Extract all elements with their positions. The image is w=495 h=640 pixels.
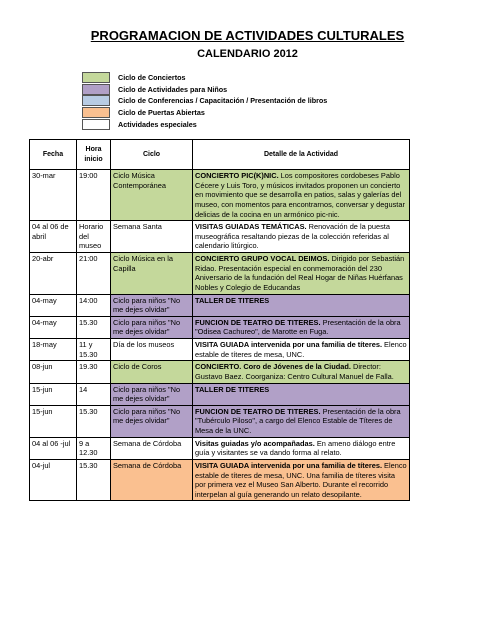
detail-title: Visitas guiadas y/o acompañadas. (195, 438, 315, 448)
legend-item (82, 72, 327, 84)
cell-ciclo: Ciclo para niños "No me dejes olvidar" (111, 383, 193, 405)
header-fecha: Fecha (30, 140, 77, 170)
detail-title: FUNCION DE TEATRO DE TITERES. (195, 317, 321, 327)
legend-swatch (82, 72, 110, 83)
cell-hora: 9 a 12.30 (77, 437, 111, 459)
cell-hora: 19:00 (77, 170, 111, 221)
cell-detalle (193, 339, 410, 361)
cell-fecha: 04-may (30, 316, 77, 338)
cell-fecha: 30-mar (30, 170, 77, 221)
cell-detalle (193, 437, 410, 459)
cell-detalle (193, 383, 410, 405)
cell-detalle (193, 221, 410, 253)
table-row (30, 361, 410, 383)
cell-fecha: 04 al 06 -jul (30, 437, 77, 459)
detail-title: CONCIERTO GRUPO VOCAL DEIMOS. (195, 254, 330, 263)
detail-title: FUNCION DE TEATRO DE TITERES. (195, 406, 321, 416)
cell-hora: 11 y 15.30 (77, 339, 111, 361)
cell-ciclo: Semana de Córdoba (111, 459, 193, 501)
legend-item (82, 107, 327, 119)
cell-detalle (193, 294, 410, 316)
cell-ciclo: Ciclo Música Contemporánea (111, 170, 193, 221)
legend-item (82, 84, 327, 96)
legend-item (82, 95, 327, 107)
detail-text: En ameno diálogo entre guía y visitantes se va dando forma al relato. (195, 438, 396, 458)
cell-detalle (193, 405, 410, 437)
table-row (30, 339, 410, 361)
table-header-row (30, 140, 410, 170)
detail-text: Director: Gustavo Baez. Coorganiza: Centro Cultural Manuel de Falla. (195, 362, 394, 381)
legend-swatch (82, 119, 110, 130)
cell-hora: 14:00 (77, 294, 111, 316)
detail-text: Presentación de la obra "Odisea Cachureo", de Marotte en Fuga. (195, 317, 401, 337)
cell-detalle (193, 253, 410, 295)
header-hora: Hora inicio (77, 140, 111, 170)
cell-fecha: 04-may (30, 294, 77, 316)
table-row (30, 383, 410, 405)
detail-text: Los compositores cordobeses Pablo Cécere y Luis Toro, y músicos invitados proponen un concierto en movimiento que se desarrolla en patios, salas y galerías del museo, con momentos para encontrarnos, conversar y degustar delicias de la cocina en un armónico pic-nic. (195, 171, 405, 219)
page-subtitle: CALENDARIO 2012 (197, 48, 298, 60)
cell-detalle (193, 170, 410, 221)
cell-fecha: 04 al 06 de abril (30, 221, 77, 253)
cell-hora: 19.30 (77, 361, 111, 383)
cell-detalle (193, 316, 410, 338)
header-ciclo: Ciclo (111, 140, 193, 170)
legend-label: Ciclo de Conciertos (118, 73, 186, 83)
header-detalle: Detalle de la Actividad (193, 140, 410, 170)
cell-detalle (193, 459, 410, 501)
detail-title: VISITA GUIADA intervenida por una familia de títeres. (195, 340, 382, 349)
cell-ciclo: Ciclo Música en la Capilla (111, 253, 193, 295)
cell-fecha: 08-jun (30, 361, 77, 383)
detail-title: TALLER DE TITERES (195, 295, 270, 305)
detail-title: CONCIERTO. Coro de Jóvenes de la Ciudad. (195, 362, 351, 372)
detail-title: CONCIERTO PIC(K)NIC. (195, 171, 279, 180)
table-row (30, 170, 410, 221)
cell-fecha: 04-jul (30, 459, 77, 501)
table-row (30, 294, 410, 316)
detail-text: Dirigido por Sebastián Ridao. Presentación especial en conmemoración del 230 Aniversario de la fundación del Real Hogar de Niñas Huérfanas Nobles y Colegio de Educandas (195, 254, 405, 292)
table-row (30, 459, 410, 501)
cell-fecha: 18-may (30, 339, 77, 361)
legend-label: Ciclo de Puertas Abiertas (118, 108, 205, 118)
cell-ciclo: Semana de Córdoba (111, 437, 193, 459)
legend-label: Actividades especiales (118, 119, 197, 129)
cell-hora: 14 (77, 383, 111, 405)
detail-text: Renovación de la puesta museográfica resaltando piezas de la colección referidas al calendario litúrgico. (195, 222, 390, 251)
cell-fecha: 20-abr (30, 253, 77, 295)
cell-detalle (193, 361, 410, 383)
legend-swatch (82, 107, 110, 118)
table-row (30, 316, 410, 338)
legend-swatch (82, 95, 110, 106)
legend-label: Ciclo de Conferencias / Capacitación / Presentación de libros (118, 96, 328, 106)
cell-ciclo: Ciclo de Coros (111, 361, 193, 383)
table-row (30, 405, 410, 437)
detail-title: VISITAS GUIADAS TEMÁTICAS. (195, 222, 307, 232)
cell-ciclo: Día de los museos (111, 339, 193, 361)
cell-hora: 15.30 (77, 459, 111, 501)
cell-ciclo: Ciclo para niños "No me dejes olvidar" (111, 294, 193, 316)
calendar-table (29, 139, 410, 501)
cell-hora: Horario del museo (77, 221, 111, 253)
legend-label: Ciclo de Actividades para Niños (118, 84, 228, 94)
cell-ciclo: Ciclo para niños "No me dejes olvidar" (111, 316, 193, 338)
detail-text: Presentación de la obra "Tubérculo Piloso", a cargo del Elenco Estable de Títeres de Mesa de la UNC. (195, 406, 401, 435)
cell-fecha: 15-jun (30, 405, 77, 437)
table-row (30, 437, 410, 459)
detail-text: Elenco estable de títeres de mesa, UNC. Una familia de títeres visita por primera vez el Museo San Alberto. Durante el recorrido interpelan al guía generando un relato desopilante. (195, 460, 407, 499)
legend-swatch (82, 84, 110, 95)
table-row (30, 253, 410, 295)
cell-ciclo: Semana Santa (111, 221, 193, 253)
legend (82, 72, 327, 130)
legend-item (82, 118, 327, 130)
detail-title: TALLER DE TITERES (195, 384, 270, 394)
cell-ciclo: Ciclo para niños "No me dejes olvidar" (111, 405, 193, 437)
detail-title: VISITA GUIADA intervenida por una familia de títeres. (195, 460, 382, 470)
cell-fecha: 15-jun (30, 383, 77, 405)
cell-hora: 15.30 (77, 316, 111, 338)
detail-text: Elenco estable de títeres de mesa, UNC. (195, 340, 407, 359)
cell-hora: 21:00 (77, 253, 111, 295)
table-row (30, 221, 410, 253)
page-title: PROGRAMACION DE ACTIVIDADES CULTURALES (90, 28, 405, 43)
cell-hora: 15.30 (77, 405, 111, 437)
